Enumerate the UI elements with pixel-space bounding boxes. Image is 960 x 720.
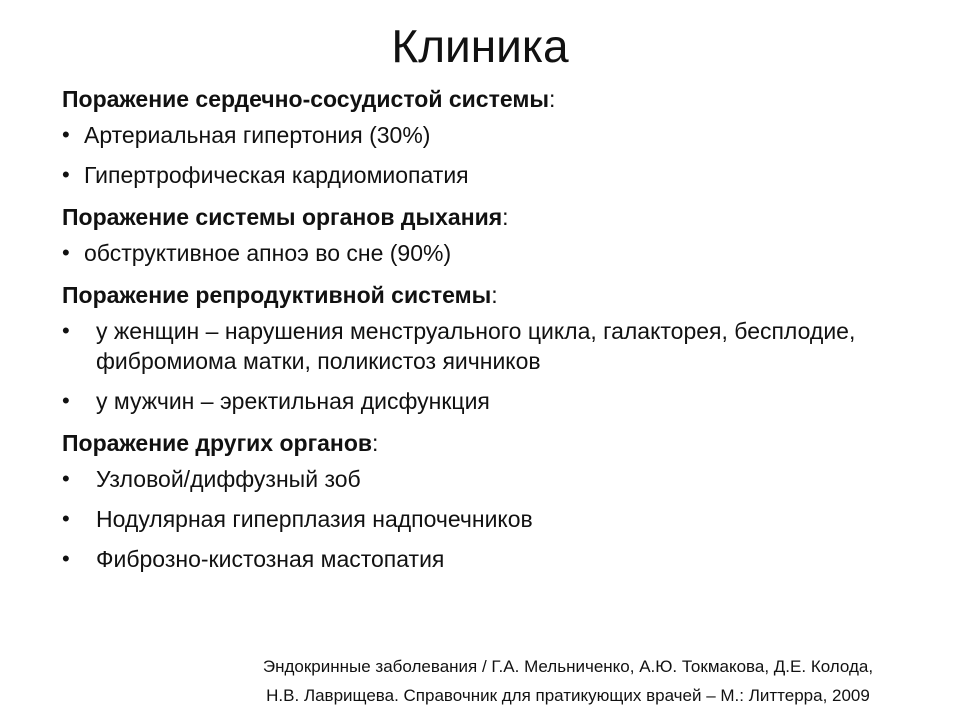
list-item xyxy=(62,316,882,376)
list-item-text: Артериальная гипертония (30%) xyxy=(84,122,431,148)
bullet-list-cardiovascular xyxy=(62,120,882,190)
list-item-text: Нодулярная гиперплазия надпочечников xyxy=(96,506,533,532)
list-item xyxy=(62,464,882,494)
section-heading-text: Поражение репродуктивной системы xyxy=(62,282,492,308)
slide-title: Клиника xyxy=(391,20,569,72)
list-item-text: у женщин – нарушения менструального цикла, галакторея, бесплодие, фибромиома матки, поликистоз яичников xyxy=(96,318,856,374)
section-heading-other-organs xyxy=(62,428,882,458)
list-item-text: Узловой/диффузный зоб xyxy=(96,466,361,492)
bullet-icon: • xyxy=(62,318,70,343)
list-item xyxy=(62,160,882,190)
bullet-icon: • xyxy=(62,122,70,147)
section-heading-text: Поражение системы органов дыхания xyxy=(62,204,503,230)
list-item-text: Фиброзно-кистозная мастопатия xyxy=(96,546,445,572)
list-item-text: Гипертрофическая кардиомиопатия xyxy=(84,162,469,188)
section-heading-cardiovascular xyxy=(62,84,882,114)
section-heading-respiratory xyxy=(62,202,882,232)
bullet-icon: • xyxy=(62,506,70,531)
section-heading-colon: : xyxy=(491,282,498,308)
section-heading-reproductive xyxy=(62,280,882,310)
bullet-icon: • xyxy=(62,162,70,187)
bullet-icon: • xyxy=(62,546,70,571)
bullet-list-reproductive xyxy=(62,316,882,416)
list-item xyxy=(62,120,882,150)
list-item xyxy=(62,544,882,574)
citation-footer xyxy=(208,652,928,710)
citation-line-2: Н.В. Лаврищева. Справочник для пратикующих врачей – М.: Литтерра, 2009 xyxy=(266,686,870,705)
section-heading-colon: : xyxy=(549,86,556,112)
section-heading-colon: : xyxy=(502,204,509,230)
section-heading-text: Поражение других органов xyxy=(62,430,373,456)
list-item xyxy=(62,238,882,268)
bullet-list-respiratory xyxy=(62,238,882,268)
bullet-icon: • xyxy=(62,466,70,491)
list-item xyxy=(62,386,882,416)
bullet-list-other-organs xyxy=(62,464,882,574)
bullet-icon: • xyxy=(62,240,70,265)
bullet-icon: • xyxy=(62,388,70,413)
section-heading-colon: : xyxy=(372,430,379,456)
slide-content xyxy=(62,84,882,584)
section-heading-text: Поражение сердечно-сосудистой системы xyxy=(62,86,550,112)
list-item-text: обструктивное апноэ во сне (90%) xyxy=(84,240,452,266)
list-item xyxy=(62,504,882,534)
list-item-text: у мужчин – эректильная дисфункция xyxy=(96,388,490,414)
citation-line-1: Эндокринные заболевания / Г.А. Мельниченко, А.Ю. Токмакова, Д.Е. Колода, xyxy=(262,657,874,676)
